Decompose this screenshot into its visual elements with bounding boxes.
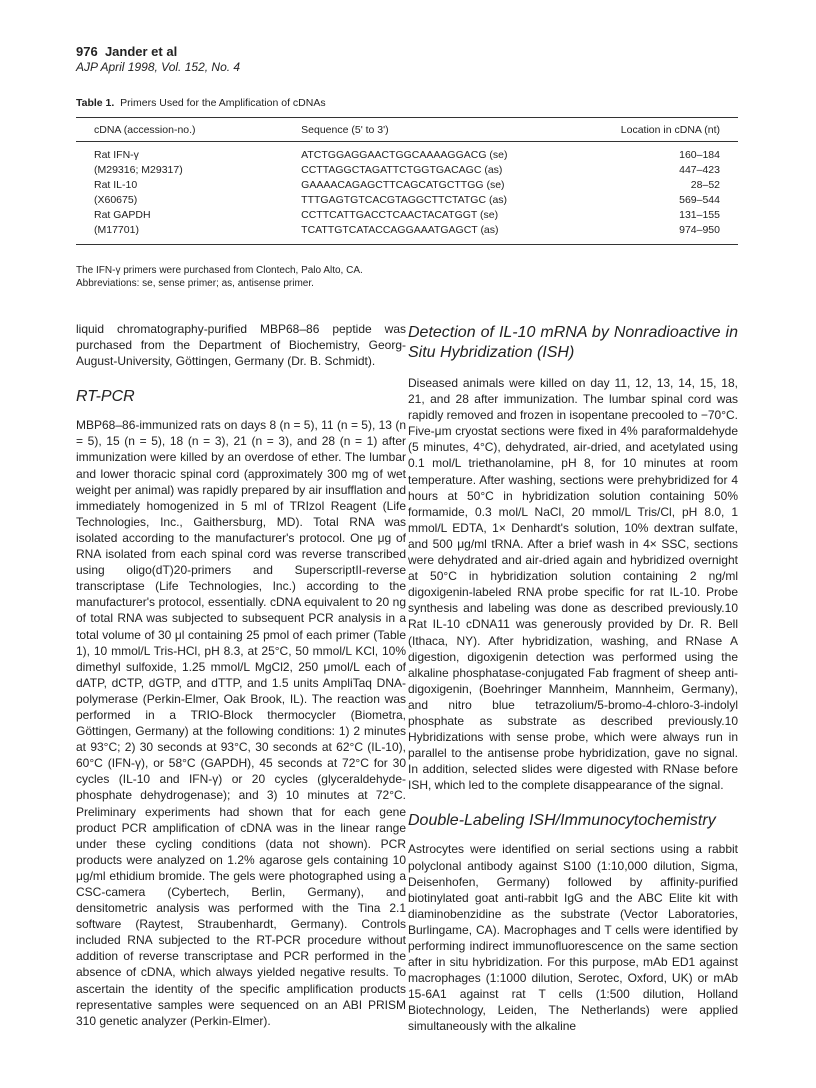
table-title: Primers Used for the Amplification of cDNAs (120, 97, 326, 109)
cdna-cell: (M17701) (94, 224, 139, 236)
table-row (76, 208, 738, 223)
journal-citation: AJP April 1998, Vol. 152, No. 4 (76, 60, 241, 74)
sequence-cell: ATCTGGAGGAACTGGCAAAAGGACG (se) (301, 149, 508, 161)
location-cell: 28–52 (690, 179, 720, 191)
location-cell: 131–155 (679, 209, 720, 221)
column-header-sequence: Sequence (5' to 3') (301, 124, 389, 136)
double-labeling-paragraph: Astrocytes were identified on serial sections using a rabbit polyclonal antibody against S100 (1:10,000 dilution, Sigma, Deisenhofen, Germany) followed by affinity-purified biotinylated goat anti-rabbit IgG and the ABC Elite kit with diaminobenzidine as the substrate (Vector Laboratories, Burlingame, CA). Macrophages and T cells were identified by performing indirect immunofluorescence on the same section after in situ hybridization. For this purpose, mAb ED1 against macrophages (1:1000 dilution, Serotec, Oxford, UK) or mAb 15-6A1 against rat T cells (1:500 dilution, Holland Biotechnology, Leiden, The Netherlands) were applied simultaneously with the alkaline (408, 842, 738, 1034)
table-label: Table 1. (76, 97, 115, 109)
intro-paragraph: liquid chromatography-purified MBP68–86 peptide was purchased from the Department of Biochemistry, Georg-August-University, Göttingen, Germany (Dr. B. Schmidt). (76, 322, 406, 369)
table-caption (76, 97, 326, 109)
cdna-cell: Rat IL-10 (94, 179, 138, 191)
location-cell: 569–544 (679, 194, 720, 206)
sequence-cell: GAAAACAGAGCTTCAGCATGCTTGG (se) (301, 179, 505, 191)
rtpcr-heading: RT-PCR (76, 388, 135, 406)
location-cell: 974–950 (679, 224, 720, 236)
table-footnote: The IFN-γ primers were purchased from Clontech, Palo Alto, CA. (76, 265, 363, 276)
page-number: 976 (76, 44, 98, 59)
primer-table-wrapper (76, 117, 738, 245)
right-column (408, 323, 738, 1035)
sequence-cell: TCATTGTCATACCAGGAAATGAGCT (as) (301, 224, 499, 236)
cdna-cell: (M29316; M29317) (94, 164, 183, 176)
sequence-cell: CCTTCATTGACCTCAACTACATGGT (se) (301, 209, 499, 221)
table-footnotes (76, 264, 363, 290)
page-header (76, 44, 240, 74)
table-row (76, 193, 738, 208)
table-row (76, 178, 738, 193)
ish-heading: Detection of IL-10 mRNA by Nonradioactive in Situ Hybridization (ISH) (408, 324, 738, 361)
table-row (76, 142, 738, 164)
rtpcr-paragraph: MBP68–86-immunized rats on days 8 (n = 5), 11 (n = 5), 13 (n = 5), 15 (n = 5), 18 (n = 3), 21 (n = 3), and 28 (n = 1) after immunization were killed by an overdose of ether. The lumbar and lower thoracic spinal cord (approximately 300 mg of wet weight per animal) was rapidly prepared by air insufflation and immediately homogenized in 5 ml of TRIzol Reagent (Life Technologies, Inc., Gaithersburg, MD). Total RNA was isolated according to the manufacturer's protocol. One μg of RNA isolated from each spinal cord was reverse transcribed using oligo(dT)20-primers and SuperscriptII-reverse transcriptase (Life Technologies, Inc.) according to the manufacturer's protocol, essentially. cDNA equivalent to 20 ng of total RNA was subjected to subsequent PCR analysis in a total volume of 30 μl containing 25 pmol of each primer (Table 1), 10 mmol/L Tris-HCl, pH 8.3, at 25°C, 50 mmol/L KCl, 10% dimethyl sulfoxide, 1.25 mmol/L MgCl2, 250 μmol/L each of dATP, dCTP, dGTP, and dTTP, and 1.5 units AmpliTaq DNA-polymerase (Perkin-Elmer, Oak Brook, IL). The reaction was performed in a TRIO-Block thermocycler (Biometra, Göttingen, Germany) at the following conditions: 1) 2 minutes at 93°C; 2) 30 seconds at 93°C, 30 seconds at 62°C (IL-10), 60°C (IFN-γ), or 58°C (GAPDH), 45 seconds at 72°C for 30 cycles (IL-10 and IFN-γ) or 20 cycles (glyceraldehyde-phosphate dehydrogenase); and 3) 10 minutes at 72°C. Preliminary experiments had shown that for each gene product PCR amplification of cDNA was in the linear range under these cycling conditions (data not shown). PCR products were analyzed on 1.2% agarose gels containing 10 μg/ml ethidium bromide. The gels were photographed using a CSC-camera (Cybertech, Berlin, Germany), and densitometric analysis was performed with the Tina 2.1 software (Raytest, Straubenhardt, Germany). Controls included RNA subjected to the RT-PCR procedure without addition of reverse transcriptase and PCR performed in the absence of cDNA, which always yielded negative results. To ascertain the identity of the specific amplification products representative samples were sequenced on an ABI PRISM 310 genetic analyzer (Perkin-Elmer). (76, 418, 406, 1028)
left-column (76, 321, 406, 1029)
page-number-line (76, 44, 240, 59)
running-authors: Jander et al (104, 44, 178, 59)
location-cell: 447–423 (679, 164, 720, 176)
table-row (76, 223, 738, 245)
double-labeling-heading: Double-Labeling ISH/Immunocytochemistry (408, 812, 716, 830)
cdna-cell: Rat IFN-γ (94, 149, 139, 161)
cdna-cell: Rat GAPDH (94, 209, 151, 221)
ish-paragraph: Diseased animals were killed on day 11, 12, 13, 14, 15, 18, 21, and 28 after immunization. The lumbar spinal cord was rapidly removed and frozen in isopentane precooled to −70°C. Five-μm cryostat sections were fixed in 4% paraformaldehyde (5 minutes, 4°C), dehydrated, air-dried, and acetylated using 0.1 mol/L triethanolamine, pH 8, for 10 minutes at room temperature. After washing, sections were prehybridized for 4 hours at 50°C in hybridization solution containing 50% formamide, 0.3 mol/L NaCl, 20 mmol/L Tris/Cl, pH 8.0, 1 mmol/L EDTA, 1× Denhardt's solution, 10% dextran sulfate, and 500 μg/ml tRNA. After a brief wash in 4× SSC, sections were dehydrated and air-dried again and hybridized overnight at 50°C in hybridization solution containing 2 ng/ml digoxigenin-labeled RNA probe specific for rat IL-10. Probe synthesis and labeling was done as described previously.10 Rat IL-10 cDNA11 was generously provided by Dr. R. Bell (Ithaca, NY). After hybridization, washing, and RNase A digestion, digoxigenin detection was performed using the alkaline phosphatase-conjugated Fab fragment of sheep anti-digoxigenin, (Boehringer Mannheim, Mannheim, Germany), and nitro blue tetrazolium/5-bromo-4-chloro-3-indolyl phosphate as substrate as described previously.10 Hybridizations with sense probe, which were always run in parallel to the antisense probe hybridization, gave no signal. In addition, selected slides were digested with RNase before ISH, which led to the complete disappearance of the signal. (408, 376, 739, 793)
sequence-cell: CCTTAGGCTAGATTCTGGTGACAGC (as) (301, 164, 503, 176)
table-header-row (76, 118, 738, 142)
table-row (76, 163, 738, 178)
column-header-location: Location in cDNA (nt) (620, 124, 720, 136)
table-footnote: Abbreviations: se, sense primer; as, antisense primer. (76, 278, 314, 289)
column-header-cdna: cDNA (accession-no.) (94, 124, 196, 136)
sequence-cell: TTTGAGTGTCACGTAGGCTTCTATGC (as) (301, 194, 508, 206)
location-cell: 160–184 (679, 149, 720, 161)
cdna-cell: (X60675) (94, 194, 138, 206)
primer-table (76, 117, 738, 245)
